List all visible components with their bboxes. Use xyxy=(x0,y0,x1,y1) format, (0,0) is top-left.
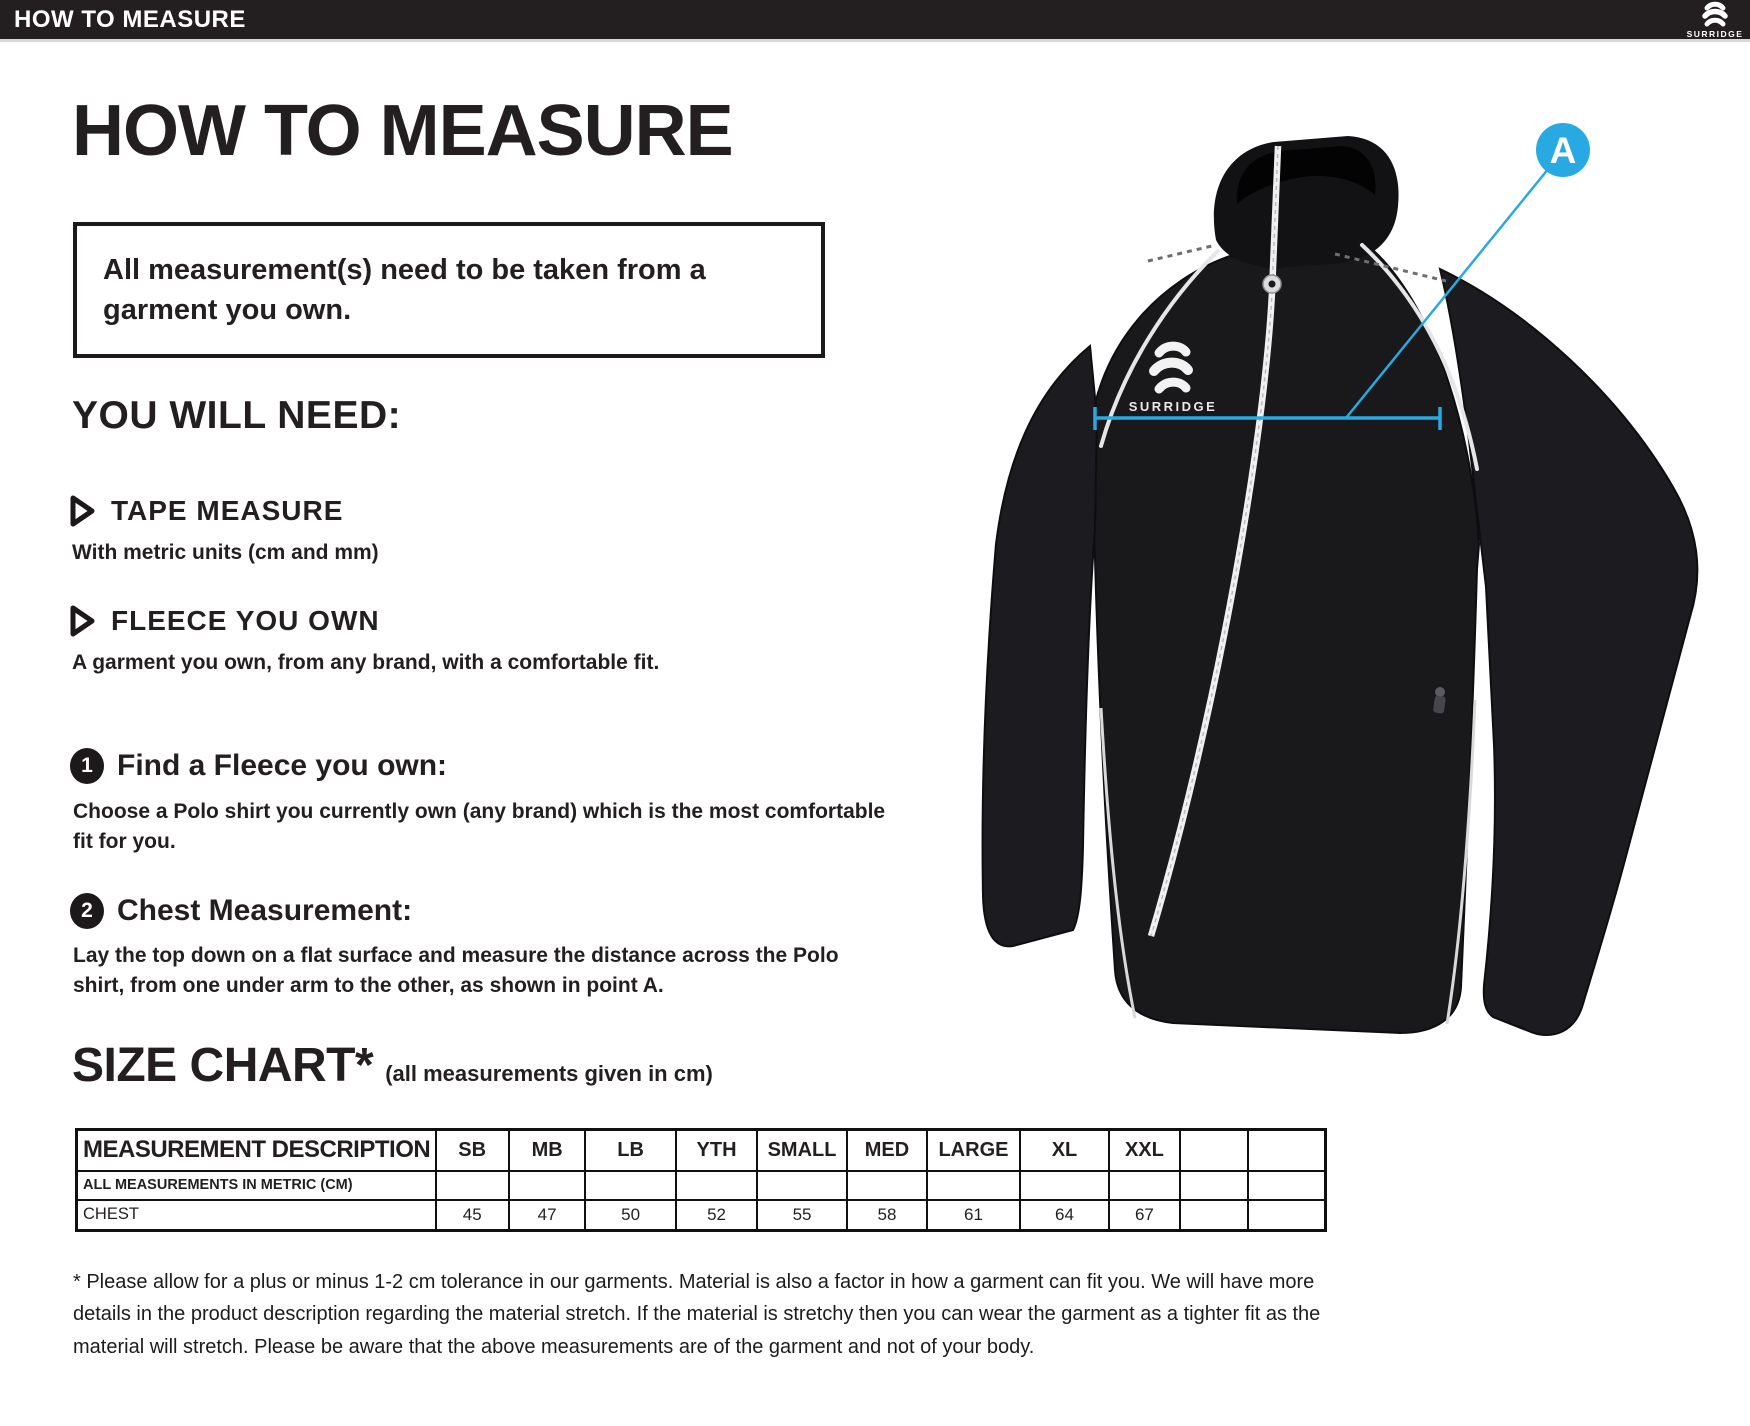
table-row-chest xyxy=(77,1200,1326,1231)
table-cell: 50 xyxy=(585,1200,676,1231)
column-header: LARGE xyxy=(927,1130,1020,1171)
need-item-title: TAPE MEASURE xyxy=(111,495,344,526)
column-header xyxy=(1248,1130,1326,1171)
surridge-wordmark: SURRIDGE xyxy=(1686,28,1744,39)
column-header: YTH xyxy=(676,1130,757,1171)
table-cell xyxy=(1180,1200,1248,1231)
table-cell xyxy=(676,1171,757,1200)
column-header: SMALL xyxy=(757,1130,847,1171)
need-item-tape-measure xyxy=(70,495,343,527)
top-bar-title: HOW TO MEASURE xyxy=(14,5,246,33)
table-cell: 55 xyxy=(757,1200,847,1231)
table-cell: 52 xyxy=(676,1200,757,1231)
need-item-description: With metric units (cm and mm) xyxy=(72,541,379,564)
table-row-metric-note xyxy=(77,1171,1326,1200)
triangle-bullet-icon xyxy=(70,605,96,637)
column-header: XL xyxy=(1020,1130,1110,1171)
top-bar xyxy=(0,0,1750,42)
table-cell xyxy=(757,1171,847,1200)
column-header: MEASUREMENT DESCRIPTION xyxy=(77,1130,436,1171)
size-chart-title: SIZE CHART* xyxy=(72,1039,374,1092)
note-text: All measurement(s) need to be taken from a garment you own. xyxy=(103,254,706,327)
size-chart-subtitle: (all measurements given in cm) xyxy=(385,1061,713,1086)
step-2-description: Lay the top down on a flat surface and measure the distance across the Polo shirt, from one under arm to the other, as shown in point A. xyxy=(73,944,839,997)
row-label: ALL MEASUREMENTS IN METRIC (CM) xyxy=(77,1171,436,1200)
column-header: SB xyxy=(436,1130,509,1171)
step-2 xyxy=(70,893,412,929)
table-cell xyxy=(1248,1171,1326,1200)
fleece-jacket-illustration xyxy=(983,136,1698,1035)
column-header xyxy=(1180,1130,1248,1171)
surridge-logo xyxy=(1686,0,1744,40)
need-item-fleece xyxy=(70,605,380,637)
step-2-title: Chest Measurement: xyxy=(117,894,413,927)
step-2-number-badge: 2 xyxy=(70,893,104,929)
table-cell xyxy=(1248,1200,1326,1231)
page-title: HOW TO MEASURE xyxy=(72,91,733,171)
surridge-s-mark-icon xyxy=(1686,0,1744,40)
note-box xyxy=(73,222,825,358)
table-cell: 61 xyxy=(927,1200,1020,1231)
table-cell xyxy=(847,1171,927,1200)
table-header-row xyxy=(77,1130,1326,1171)
need-item-title: FLEECE YOU OWN xyxy=(111,605,380,636)
step-1-title: Find a Fleece you own: xyxy=(117,749,448,782)
chest-logo-wordmark: SURRIDGE xyxy=(1128,399,1218,414)
table-cell: 47 xyxy=(509,1200,585,1231)
triangle-bullet-icon xyxy=(70,495,96,527)
table-cell xyxy=(1020,1171,1110,1200)
step-1-number-badge: 1 xyxy=(70,748,104,784)
table-cell: 64 xyxy=(1020,1200,1110,1231)
table-cell: 45 xyxy=(436,1200,509,1231)
step-1-description: Choose a Polo shirt you currently own (any brand) which is the most comfortable fit for you. xyxy=(73,800,886,853)
table-cell: 58 xyxy=(847,1200,927,1231)
you-will-need-heading: YOU WILL NEED: xyxy=(72,394,402,437)
step-1 xyxy=(70,748,447,784)
column-header: LB xyxy=(585,1130,676,1171)
size-chart-heading xyxy=(72,1038,713,1093)
table-cell xyxy=(436,1171,509,1200)
point-a-label: A xyxy=(1549,130,1577,171)
need-item-description: A garment you own, from any brand, with a comfortable fit. xyxy=(72,651,660,674)
table-cell xyxy=(1109,1171,1179,1200)
table-cell xyxy=(927,1171,1020,1200)
column-header: MED xyxy=(847,1130,927,1171)
table-cell: 67 xyxy=(1109,1200,1179,1231)
tolerance-footnote: * Please allow for a plus or minus 1-2 cm tolerance in our garments. Material is also a factor in how a garment can fit you. We will have more details in the product description regarding the material stretch. If the material is stretchy then you can wear the garment as a tighter fit as the material will stretch. Please be aware that the above measurements are of the garment and not of your body. xyxy=(73,1271,1321,1358)
column-header: MB xyxy=(509,1130,585,1171)
row-label: CHEST xyxy=(77,1200,436,1231)
size-chart-table xyxy=(75,1128,1327,1232)
table-cell xyxy=(585,1171,676,1200)
table-cell xyxy=(509,1171,585,1200)
table-cell xyxy=(1180,1171,1248,1200)
column-header: XXL xyxy=(1109,1130,1179,1171)
measurement-diagram xyxy=(880,88,1750,1098)
